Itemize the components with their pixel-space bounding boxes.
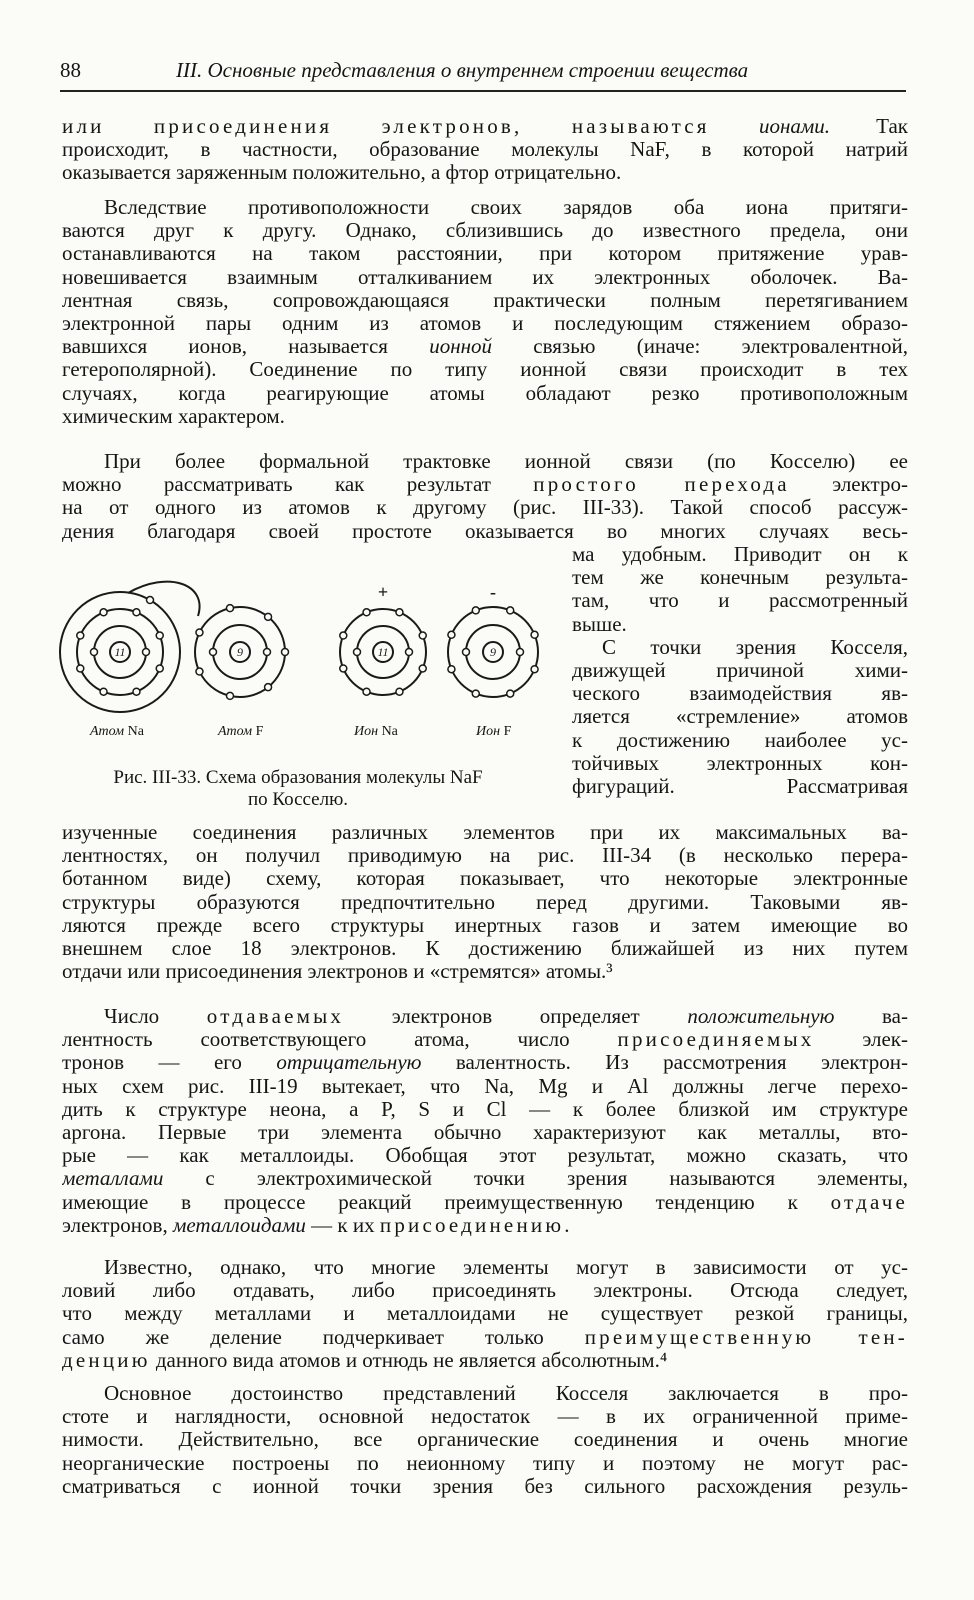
- nucleus-label: 11: [114, 645, 126, 659]
- text-line: рые — как металлоиды. Обобщая этот результат, можно сказать, что: [62, 1144, 908, 1168]
- text-line: фигураций. Рассматривая: [572, 774, 908, 798]
- nucleus-label: 9: [237, 645, 243, 659]
- electron-dot: [196, 668, 203, 675]
- label-atom-na: Атом Na: [90, 724, 144, 739]
- page-number: 88: [60, 58, 81, 82]
- text-line: ляются прежде всего структуры инертных газов и затем имеющие во: [62, 913, 908, 937]
- electron-dot: [363, 688, 370, 695]
- text-line: электронов, металлоидами — к их присоединению.: [62, 1213, 570, 1237]
- paragraph-3: [62, 450, 908, 543]
- electron-dot: [133, 688, 140, 695]
- negative-charge-sign: -: [490, 582, 496, 602]
- text-line: внешнем слое 18 электронов. К достижению ближайшей из них путем: [62, 936, 908, 960]
- text-line: лентность соответствующего атома, число присоединяемых элек-: [62, 1028, 908, 1052]
- label-atom-f: Атом F: [218, 724, 264, 739]
- label-ion-f: Ион F: [476, 724, 512, 739]
- electron-dot: [265, 684, 272, 691]
- text-line: металлами с электрохимической точки зрения называются элементы,: [62, 1167, 908, 1191]
- text-line: сматриваться с ионной точки зрения без сильного расхождения резуль-: [62, 1474, 908, 1498]
- text-line: ляется «стремление» атомов: [572, 705, 908, 729]
- text-line: оказывается заряженным положительно, а фтор отрицательно.: [62, 161, 622, 185]
- electron-dot: [143, 649, 150, 656]
- text-line: само же деление подчеркивает только преимущественную тен-: [62, 1325, 908, 1349]
- electron-dot: [396, 609, 403, 616]
- text-line: неорганические построены по неионному типу и поэтому не могут рас-: [62, 1451, 908, 1475]
- electron-dot: [472, 690, 479, 697]
- text-line: лентная связь, сопровождающаяся практически полным перетягиванием: [62, 288, 908, 312]
- text-line: ваются друг к другу. Однако, сблизившись до известного предела, они: [62, 219, 908, 243]
- text-line: Известно, однако, что многие элементы могут в зависимости от ус-: [104, 1256, 908, 1279]
- electron-dot: [156, 632, 163, 639]
- electron-dot: [147, 597, 154, 604]
- text-line: ных схем рис. III-19 вытекает, что Na, Mg и Al должны легче перехо-: [62, 1074, 908, 1098]
- text-line: дения благодаря своей простоте оказывается во многих случаях весь-: [62, 519, 908, 543]
- text-line: ботанном виде) схему, которая показывает, что некоторые электронные: [62, 867, 908, 891]
- text-line: нимости. Действительно, все органические соединения и очень многие: [62, 1428, 908, 1452]
- electron-dot: [282, 649, 289, 656]
- text-line: С точки зрения Косселя,: [602, 635, 908, 659]
- electron-dot: [463, 649, 470, 656]
- text-line: можно рассматривать как результат простого перехода электро-: [62, 473, 908, 497]
- electron-dot: [448, 666, 455, 673]
- figure-caption: Рис. III-33. Схема образования молекулы NaF по Косселю.: [113, 767, 483, 810]
- text-line: тойчивых электронных кон-: [572, 751, 908, 775]
- electron-dot: [363, 609, 370, 616]
- electron-dot: [226, 605, 233, 612]
- electron-dot: [133, 609, 140, 616]
- text-line: движущей причиной хими-: [572, 658, 908, 682]
- paragraph-6: [62, 1256, 908, 1372]
- text-line: дить к структуре неона, а P, S и Cl — к более близкой им структуре: [62, 1097, 908, 1121]
- positive-charge-sign: +: [377, 582, 389, 602]
- text-line: новешивается взаимным отталкиванием их электронных оболочек. Ва-: [62, 265, 908, 289]
- text-line: Число отдаваемых электронов определяет положительную ва-: [104, 1005, 908, 1028]
- text-line: вавшихся ионов, называется ионной связью (иначе: электровалентной,: [62, 335, 908, 359]
- running-title: III. Основные представления о внутреннем строении вещества: [176, 58, 749, 82]
- electron-dot: [91, 649, 98, 656]
- nucleus-label: 9: [490, 645, 496, 659]
- electron-dot: [265, 613, 272, 620]
- text-line: имеющие в процессе реакций преимущественную тенденцию к отдаче: [62, 1190, 908, 1214]
- electron-dot: [77, 665, 84, 672]
- electron-dot: [264, 649, 271, 656]
- paragraph-7: [62, 1382, 908, 1498]
- text-line: изученные соединения различных элементов при их максимальных ва-: [62, 821, 908, 844]
- text-line: химическим характером.: [62, 404, 285, 428]
- electron-dot: [340, 632, 347, 639]
- electrons: [77, 597, 538, 700]
- text-line: случаях, когда реагирующие атомы обладают резко противоположным: [62, 381, 908, 405]
- text-line: Вследствие противоположности своих зарядов оба иона притяги-: [104, 196, 908, 219]
- text-line: аргона. Первые три элемента обычно характеризуют как металлы, вто-: [62, 1120, 908, 1144]
- text-line: там, что и рассмотренный: [572, 589, 908, 613]
- electron-dot: [507, 690, 514, 697]
- electron-dot: [419, 632, 426, 639]
- text-line: гетерополярной). Соединение по типу ионной связи происходит в тех: [62, 358, 908, 382]
- electron-dot: [226, 692, 233, 699]
- electron-dot: [531, 666, 538, 673]
- electron-dot: [517, 649, 524, 656]
- label-ion-na: Ион Na: [354, 724, 398, 739]
- text-line: выше.: [572, 612, 627, 636]
- electron-dot: [406, 649, 413, 656]
- text-line: ма удобным. Приводит он к: [572, 543, 908, 566]
- text-line: ловий либо отдавать, либо присоединять электроны. Отсюда следует,: [62, 1279, 908, 1303]
- nucleus-label: 11: [377, 645, 389, 659]
- electron-dot: [100, 688, 107, 695]
- text-line: что между металлами и металлоидами не существует резкой границы,: [62, 1302, 908, 1326]
- text-line: стоте и наглядности, основной недостаток — в их ограниченной приме-: [62, 1405, 908, 1429]
- text-line: Основное достоинство представлений Косселя заключается в про-: [104, 1382, 908, 1405]
- text-line: останавливаются на таком расстоянии, при котором притяжение урав-: [62, 242, 908, 266]
- paragraph-2: [62, 196, 908, 428]
- text-line: электронной пары одним из атомов и последующим стяжением образо-: [62, 311, 908, 335]
- paragraph-4: [62, 821, 908, 983]
- paragraph-5: [62, 1005, 908, 1237]
- electron-dot: [77, 632, 84, 639]
- text-line: При более формальной трактовке ионной связи (по Косселю) ее: [104, 450, 908, 473]
- text-line: происходит, в частности, образование молекулы NaF, в которой натрий: [62, 138, 908, 162]
- text-line: структуры образуются предпочтительно перед другими. Таковыми яв-: [62, 890, 908, 914]
- electron-dot: [196, 629, 203, 636]
- text-line: лентностях, он получил приводимую на рис. III-34 (в несколько перера-: [62, 844, 908, 868]
- electron-dot: [156, 665, 163, 672]
- text-line: к достижению наиболее ус-: [572, 728, 908, 752]
- electron-dot: [448, 631, 455, 638]
- electron-dot: [354, 649, 361, 656]
- text-line: или присоединения электронов, называются ионами. Так: [62, 115, 908, 138]
- text-line: отдачи или присоединения электронов и «стремятся» атомы.³: [62, 960, 613, 984]
- text-line: на от одного из атомов к другому (рис. III-33). Такой способ рассуж-: [62, 496, 908, 520]
- electron-dot: [100, 609, 107, 616]
- electron-dot: [472, 607, 479, 614]
- electron-dot: [531, 631, 538, 638]
- electron-dot: [210, 649, 217, 656]
- electron-dot: [396, 688, 403, 695]
- text-line: денцию данного вида атомов и отнюдь не является абсолютным.⁴: [62, 1348, 668, 1372]
- running-header: [60, 56, 906, 92]
- paragraph-1: [62, 115, 908, 185]
- text-line: ческого взаимодействия яв-: [572, 682, 908, 706]
- electron-dot: [419, 665, 426, 672]
- electron-dot: [507, 607, 514, 614]
- text-line: тронов — его отрицательную валентность. Из рассмотрения электрон-: [62, 1051, 908, 1075]
- text-line: тем же конечным результа-: [572, 566, 908, 590]
- electron-dot: [340, 665, 347, 672]
